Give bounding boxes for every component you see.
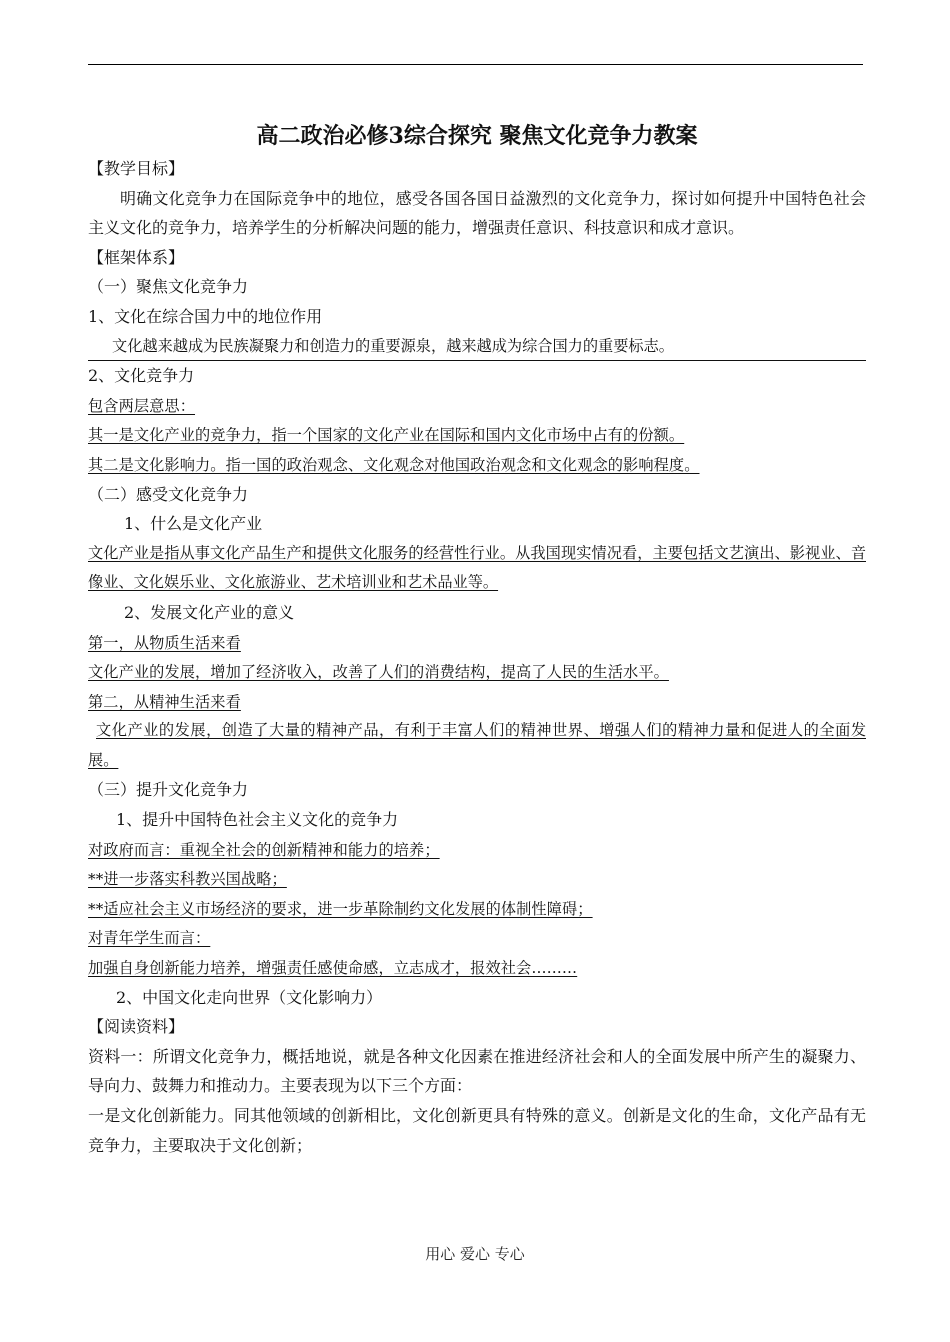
section-heading-framework: 【框架体系】 <box>88 247 185 267</box>
underlined-answer-2-2a-heading: 第一，从物质生活来看 <box>88 633 241 652</box>
underlined-answer-3-1c: **适应社会主义市场经济的要求，进一步革除制约文化发展的体制性障碍； <box>88 899 593 918</box>
document-body <box>88 118 866 1160</box>
underlined-answer-3-1a: 对政府而言：重视全社会的创新精神和能力的培养； <box>88 840 440 859</box>
reading-material-1: 资料一：所谓文化竞争力，概括地说，就是各种文化因素在推进经济社会和人的全面发展中所产生的凝聚力、导向力、鼓舞力和推动力。主要表现为以下三个方面： <box>88 1046 866 1096</box>
underlined-answer-2-1: 文化产业是指从事文化产品生产和提供文化服务的经营性行业。从我国现实情况看，主要包括文艺演出、影视业、音像业、文化娱乐业、文化旅游业、艺术培训业和艺术品业等。 <box>88 543 866 592</box>
underlined-answer-3-1e: 加强自身创新能力培养，增强责任感使命感，立志成才，报效社会……… <box>88 959 578 978</box>
underlined-answer-2-2a: 文化产业的发展，增加了经济收入，改善了人们的消费结构，提高了人民的生活水平。 <box>88 663 669 682</box>
section-heading-reading: 【阅读资料】 <box>88 1017 185 1037</box>
item-heading-3-1: 1、提升中国特色社会主义文化的竞争力 <box>116 810 399 830</box>
subsection-heading-3: （三）提升文化竞争力 <box>88 780 249 800</box>
item-heading-1-2: 2、文化竞争力 <box>88 366 195 386</box>
section-heading-teaching-goals: 【教学目标】 <box>88 159 185 178</box>
subsection-heading-2: （二）感受文化竞争力 <box>88 484 249 504</box>
underlined-answer-1-2a: 包含两层意思： <box>88 396 196 415</box>
page-title: 高二政治必修3综合探究 聚焦文化竞争力教案 <box>256 123 698 149</box>
teaching-goals-paragraph: 明确文化竞争力在国际竞争中的地位，感受各国各国日益激烈的文化竞争力，探讨如何提升中国特色社会主义文化的竞争力，培养学生的分析解决问题的能力，增强责任意识、科技意识和成才意识。 <box>88 188 866 238</box>
item-heading-2-2: 2、发展文化产业的意义 <box>124 602 295 622</box>
reading-material-1-point-1: 一是文化创新能力。同其他领域的创新相比，文化创新更具有特殊的意义。创新是文化的生命，文化产品有无竞争力，主要取决于文化创新； <box>88 1106 866 1155</box>
underlined-answer-1-2c: 其二是文化影响力。指一国的政治观念、文化观念对他国政治观念和文化观念的影响程度。 <box>88 455 700 474</box>
underlined-answer-3-1d: 对青年学生而言： <box>88 929 211 948</box>
page-footer: 用心 爱心 专心 <box>425 1245 525 1263</box>
item-heading-3-2: 2、中国文化走向世界（文化影响力） <box>116 987 383 1007</box>
item-heading-1-1: 1、文化在综合国力中的地位作用 <box>88 306 323 326</box>
underlined-answer-2-2b: 文化产业的发展，创造了大量的精神产品，有利于丰富人们的精神世界、增强人们的精神力量和促进人的全面发展。 <box>88 721 866 769</box>
header-rule <box>88 64 863 65</box>
underlined-answer-3-1b: **进一步落实科教兴国战略； <box>88 870 287 889</box>
underlined-answer-2-2b-heading: 第二，从精神生活来看 <box>88 692 241 711</box>
item-heading-2-1: 1、什么是文化产业 <box>124 514 263 534</box>
subsection-heading-1: （一）聚焦文化竞争力 <box>88 277 249 297</box>
underlined-answer-1-2b: 其一是文化产业的竞争力，指一个国家的文化产业在国际和国内文化市场中占有的份额。 <box>88 426 685 445</box>
underlined-answer-1-1: 文化越来越成为民族凝聚力和创造力的重要源泉，越来越成为综合国力的重要标志。 <box>88 332 866 362</box>
